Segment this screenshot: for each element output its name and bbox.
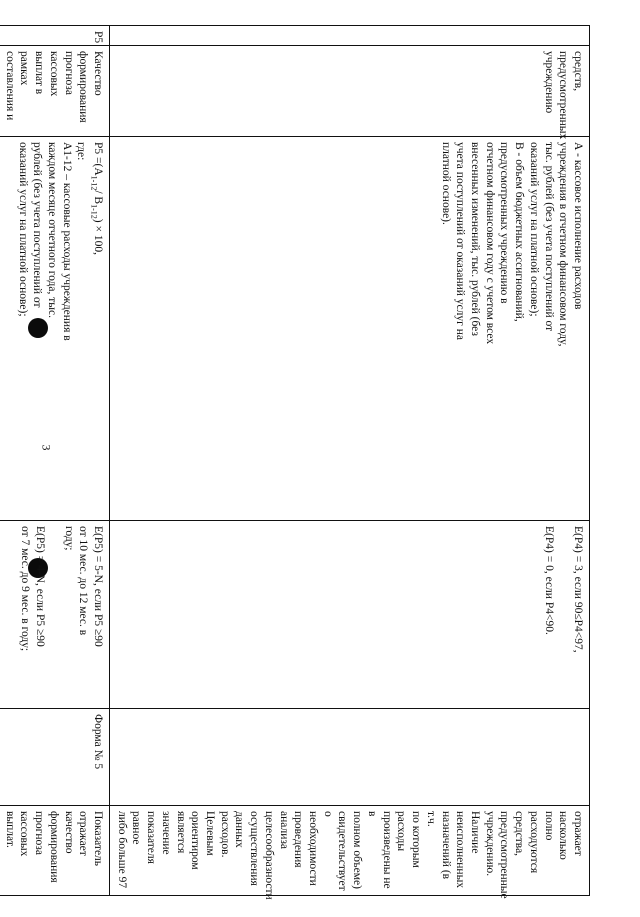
- text-line: анализа: [277, 811, 290, 850]
- text-line: Наличие: [468, 811, 481, 854]
- source-cell: [110, 709, 590, 806]
- text-line: по которым: [410, 811, 423, 868]
- formula-mid: / B: [92, 190, 104, 205]
- text-line: полном объеме): [351, 811, 364, 889]
- text-line: от 7 мес. до 9 мес. в году;: [19, 526, 32, 652]
- text-line: ориентиром: [189, 811, 202, 870]
- note-cell: [0, 806, 110, 896]
- text-line: выплат в рамках: [18, 51, 46, 95]
- text-line: каждом месяце отчетного года, тыс.: [46, 142, 59, 318]
- text-line: осуществления: [248, 811, 261, 886]
- text-line: учреждению.: [483, 811, 496, 877]
- evaluation-cell: [0, 521, 110, 709]
- text-line: данных расходов.: [218, 811, 246, 858]
- text-line: средств,: [572, 51, 584, 92]
- text-line: E(P5) = 4-N, если P5 ≥90: [33, 526, 46, 647]
- text-line: формирования: [77, 51, 90, 123]
- text-line: предусмотренных: [557, 51, 570, 140]
- text-line: прогноза: [33, 811, 46, 855]
- text-line: прогноза кассовых: [47, 51, 75, 97]
- text-line: составления и: [3, 51, 16, 121]
- text-line: А - кассовое исполнение расходов: [572, 142, 584, 310]
- text-line: средства,: [513, 811, 526, 857]
- text-line: либо больше 97: [115, 811, 128, 889]
- table-row: [110, 26, 590, 896]
- description-cell: [0, 137, 110, 521]
- formula-prefix: P5 =(A: [92, 142, 104, 176]
- text-line: учреждению: [542, 51, 555, 114]
- indicators-table: [0, 25, 590, 900]
- text-line: целесообразности: [262, 811, 275, 900]
- text-line: показателя равное: [130, 811, 158, 864]
- text-line: В - объем бюджетных ассигнований,: [513, 142, 526, 322]
- rotated-table-container: [3, 25, 590, 900]
- name-cell: [110, 46, 590, 140]
- text-line: свидетельствует: [336, 811, 349, 891]
- text-line: учреждения в отчетном финансовом году,: [557, 142, 570, 347]
- formula-subscript: 1-12: [89, 175, 99, 191]
- formula-line: [88, 142, 105, 515]
- table-row: [0, 26, 110, 896]
- text-line: отражает качество: [62, 811, 90, 856]
- text-line: внесенных изменений, тыс. рублей (без: [468, 142, 481, 336]
- text-line: от 10 мес. до 12 мес. в: [77, 526, 90, 636]
- text-line: является значение: [159, 811, 187, 855]
- text-line: оказаний услуг на платной основе);: [527, 142, 540, 317]
- text-line: кассовых выплат.: [3, 811, 31, 857]
- text-line: E(P5) = 5-N, если P5 ≥90: [92, 526, 104, 647]
- text-line: платной основе).: [439, 142, 452, 225]
- formula-suffix: ) × 100,: [92, 218, 104, 255]
- name-cell: [0, 46, 110, 137]
- text-line: о необходимости: [307, 811, 334, 886]
- code-cell: P5: [0, 26, 110, 46]
- text-line: проведения: [292, 811, 305, 868]
- description-cell: [110, 137, 590, 521]
- formula-subscript: 1-12: [89, 204, 99, 219]
- page-number: 3: [39, 444, 54, 451]
- text-line: A1-12 – кассовые расходы учреждения в: [60, 142, 73, 341]
- note-cell: [110, 806, 590, 900]
- evaluation-cell: [110, 521, 590, 709]
- text-line: назначений (в т.ч.: [424, 811, 452, 880]
- text-line: формирования: [47, 811, 60, 883]
- text-line: расходуются: [527, 811, 540, 874]
- text-line: учета поступлений от оказаний услуг на: [454, 142, 467, 340]
- text-line: тыс. рублей (без учета поступлений от: [542, 142, 555, 332]
- text-line: Целевым: [204, 811, 217, 856]
- text-line: оказаний услуг на платной основе);: [16, 142, 29, 317]
- text-line: предусмотренные: [498, 811, 511, 899]
- text-line: Показатель: [92, 811, 104, 867]
- text-line: предусмотренных учреждению в: [498, 142, 511, 304]
- text-line: произведены не в: [365, 811, 393, 889]
- text-line: рублей (без учета поступлений от: [31, 142, 44, 308]
- text-line: году;: [62, 526, 75, 551]
- text-line: E(P4) = 3, если 90≤P4<97,: [572, 526, 584, 653]
- text-line: E(P4) = 0, если P4<90.: [543, 526, 556, 635]
- text-line: отчетном финансовом году с учетом всех: [483, 142, 496, 345]
- text-line: отражает: [572, 811, 584, 856]
- text-line: расходы: [395, 811, 408, 852]
- code-cell: [110, 26, 590, 46]
- text-line: Качество: [92, 51, 104, 96]
- source-cell: Форма № 5: [0, 709, 110, 806]
- text-line: неисполненных: [454, 811, 467, 889]
- text-line: насколько полно: [542, 811, 570, 860]
- text-line: где:: [75, 142, 88, 161]
